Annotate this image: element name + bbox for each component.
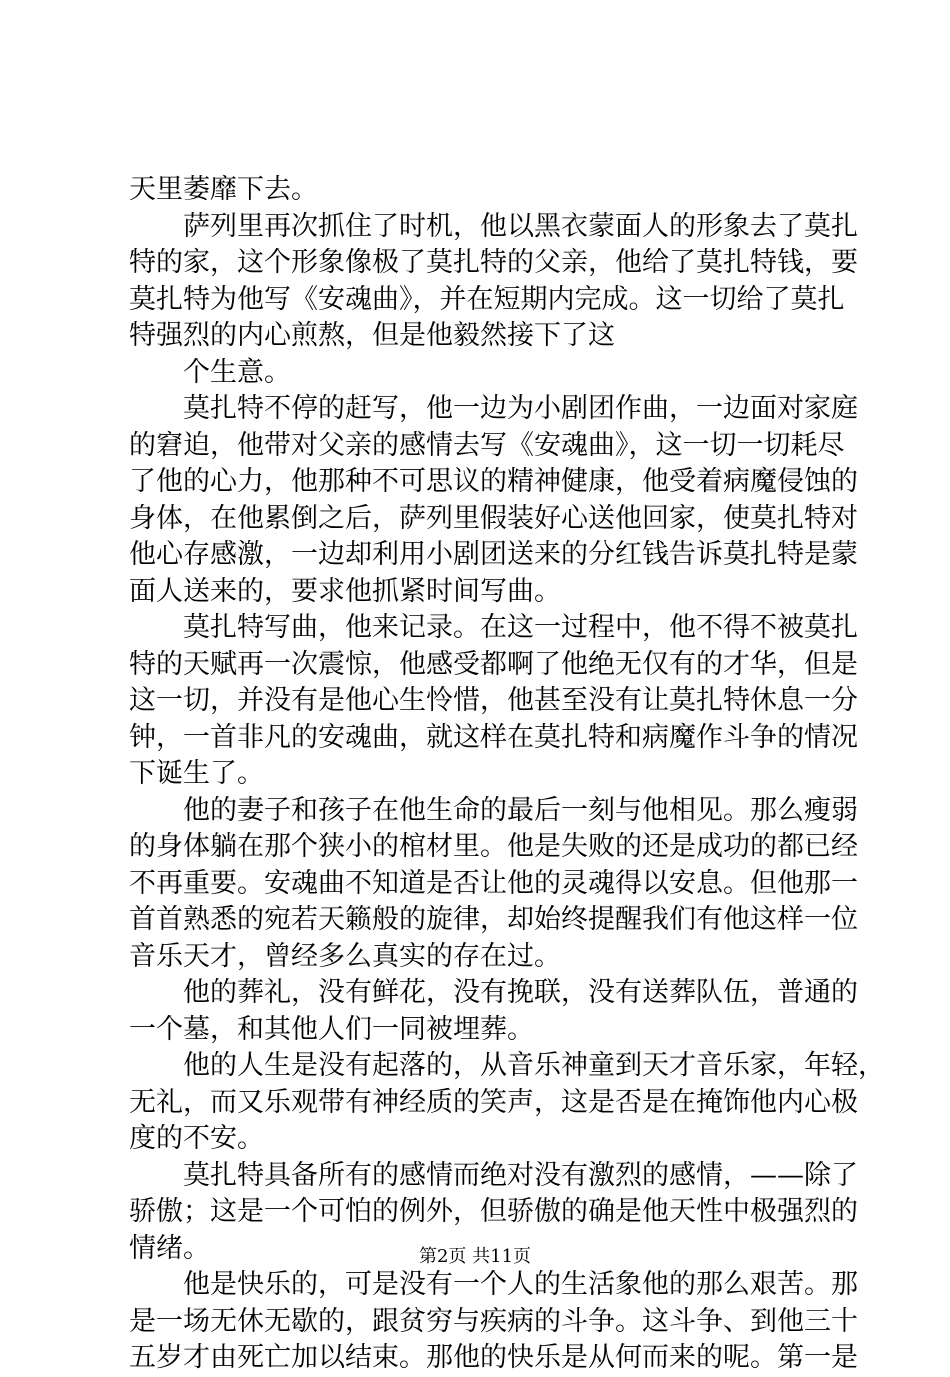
text-line: 是一场无休无歇的，跟贫穷与疾病的斗争。这斗争、到他三十 xyxy=(129,1305,858,1337)
text-line: 个生意。 xyxy=(183,356,291,388)
text-line: 他心存感激，一边却利用小剧团送来的分红钱告诉莫扎特是蒙 xyxy=(129,539,858,570)
text-line: 特的家，这个形象像极了莫扎特的父亲，他给了莫扎特钱，要 xyxy=(129,247,858,278)
text-line: 音乐天才，曾经多么真实的存在过。 xyxy=(129,940,561,972)
text-line: 的身体躺在那个狭小的棺材里。他是失败的还是成功的都已经 xyxy=(129,831,858,862)
text-line: 他的葬礼，没有鲜花，没有挽联，没有送葬队伍，普通的 xyxy=(183,977,858,1008)
text-line: 情绪。 xyxy=(129,1232,210,1264)
text-line: 一个墓，和其他人们一同被埋葬。 xyxy=(129,1013,534,1045)
text-line: 萨列里再次抓住了时机，他以黑衣蒙面人的形象去了莫扎 xyxy=(183,210,858,242)
text-line: 莫扎特写曲，他来记录。在这一过程中，他不得不被莫扎 xyxy=(183,612,858,643)
text-line: 五岁才由死亡加以结束。那他的快乐是从何而来的呢。第一是 xyxy=(129,1342,858,1373)
text-line: 不再重要。安魂曲不知道是否让他的灵魂得以安息。但他那一 xyxy=(129,867,858,899)
text-line: 特的天赋再一次震惊，他感受都啊了他绝无仅有的才华，但是 xyxy=(129,648,858,680)
text-line: 莫扎特不停的赶写，他一边为小剧团作曲，一边面对家庭 xyxy=(183,393,858,424)
text-line: 莫扎特为他写《安魂曲》，并在短期内完成。这一切给了莫扎 xyxy=(129,283,845,315)
text-line: 他的人生是没有起落的，从音乐神童到天才音乐家，年轻， xyxy=(183,1050,885,1081)
text-line: 莫扎特具备所有的感情而绝对没有激烈的感情，——除了 xyxy=(183,1159,858,1191)
text-line: 天里萎靡下去。 xyxy=(129,174,318,205)
text-line: 身体，在他累倒之后，萨列里假装好心送他回家，使莫扎特对 xyxy=(129,502,858,534)
text-line: 下诞生了。 xyxy=(129,758,264,789)
text-line: 他是快乐的，可是没有一个人的生活象他的那么艰苦。那 xyxy=(183,1269,858,1300)
text-line: 无礼，而又乐观带有神经质的笑声，这是否是在掩饰他内心极 xyxy=(129,1086,858,1118)
page-number-footer: 第2页 共11页 xyxy=(418,1246,532,1267)
text-line: 首首熟悉的宛若天籁般的旋律，却始终提醒我们有他这样一位 xyxy=(129,904,858,935)
text-line: 他的妻子和孩子在他生命的最后一刻与他相见。那么瘦弱 xyxy=(183,794,858,826)
text-line: 特强烈的内心煎熬，但是他毅然接下了这 xyxy=(129,320,615,351)
text-line: 钟，一首非凡的安魂曲，就这样在莫扎特和病魔作斗争的情况 xyxy=(129,721,858,753)
body-text xyxy=(129,172,885,1377)
text-line: 这一切，并没有是他心生怜惜，他甚至没有让莫扎特休息一分 xyxy=(129,685,858,716)
text-line: 的窘迫，他带对父亲的感情去写《安魂曲》，这一切一切耗尽 xyxy=(129,429,845,461)
text-line: 了他的心力，他那种不可思议的精神健康，他受着病魔侵蚀的 xyxy=(129,466,858,497)
text-line: 度的不安。 xyxy=(129,1123,264,1154)
text-line: 骄傲；这是一个可怕的例外，但骄傲的确是他天性中极强烈的 xyxy=(129,1196,858,1227)
text-line: 面人送来的，要求他抓紧时间写曲。 xyxy=(129,575,561,607)
